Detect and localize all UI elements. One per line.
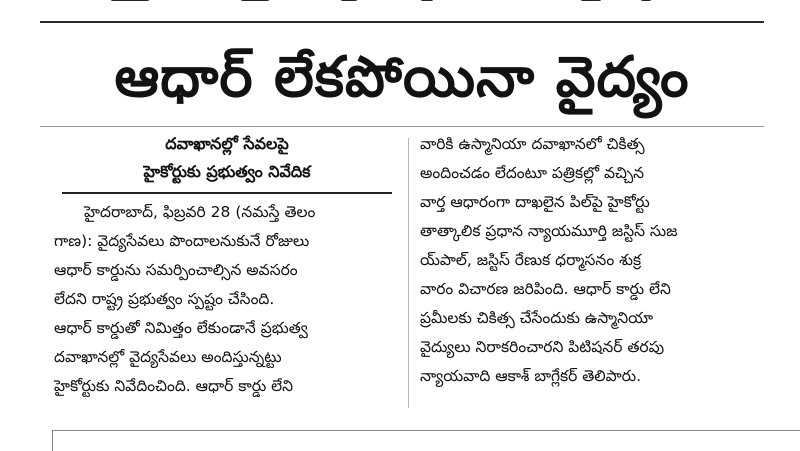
body-line: వార్త ఆధారంగా దాఖలైన పిల్‌పై హైకోర్టు xyxy=(420,193,650,211)
body-line: వైద్యులు నిరాకరించారని పిటిషనర్ తరపు xyxy=(420,338,665,356)
top-rule xyxy=(40,21,764,23)
body-line: ఆధార్ కార్డును సమర్పించాల్సిన అవసరం xyxy=(54,261,298,279)
previous-article-text-fragment xyxy=(40,0,760,8)
next-article-border xyxy=(52,430,800,451)
right-column xyxy=(420,130,770,391)
body-line: లేదని రాష్ట్ర ప్రభుత్వం స్పష్టం చేసింది. xyxy=(54,290,275,308)
body-line: అందించడం లేదంటూ పత్రికల్లో వచ్చిన xyxy=(420,164,645,182)
body-line: వారికి ఉస్మానియా దవాఖానలో చికిత్స xyxy=(420,135,645,153)
subheadline-line-2: హైకోర్టుకు ప్రభుత్వం నివేదిక xyxy=(143,162,311,181)
article-headline: ఆధార్ లేకపోయినా వైద్యం xyxy=(114,45,690,110)
body-line: న్యాయవాది ఆకాశ్ బాగ్లేకర్ తెలిపారు. xyxy=(420,367,642,385)
body-line: య్‌పాల్, జస్టిస్ రేణుక ధర్మాసనం శుక్ర xyxy=(420,251,642,269)
body-line: దవాఖానల్లో వైద్యసేవలు అందిస్తున్నట్టు xyxy=(54,348,282,366)
subheadline-rule xyxy=(62,192,392,194)
body-line: గాణ): వైద్యసేవలు పొందాలనుకునే రోజులు xyxy=(54,232,310,250)
subheadline-line-1: దవాఖానల్లో సేవలపై xyxy=(165,134,289,153)
body-line: ప్రమీలకు చికిత్స చేసేందుకు ఉస్మానియా xyxy=(420,309,653,327)
body-line: ఆధార్ కార్డుతో నిమిత్తం లేకుండానే ప్రభుత్వ xyxy=(54,319,308,337)
body-line: తాత్కాలిక ప్రధాన న్యాయమూర్తి జస్టిస్ సుజ xyxy=(420,222,678,240)
body-line: హైదరాబాద్, ఫిబ్రవరి 28 (నమస్తే తెలం xyxy=(84,203,316,221)
body-line: వారం విచారణ జరిపింది. ఆధార్ కార్డు లేని xyxy=(420,280,671,298)
left-column xyxy=(54,130,400,401)
headline-rule xyxy=(40,126,764,127)
body-line: హైకోర్టుకు నివేదించింది. ఆధార్ కార్డు లేని xyxy=(54,377,294,395)
column-divider xyxy=(408,138,409,408)
